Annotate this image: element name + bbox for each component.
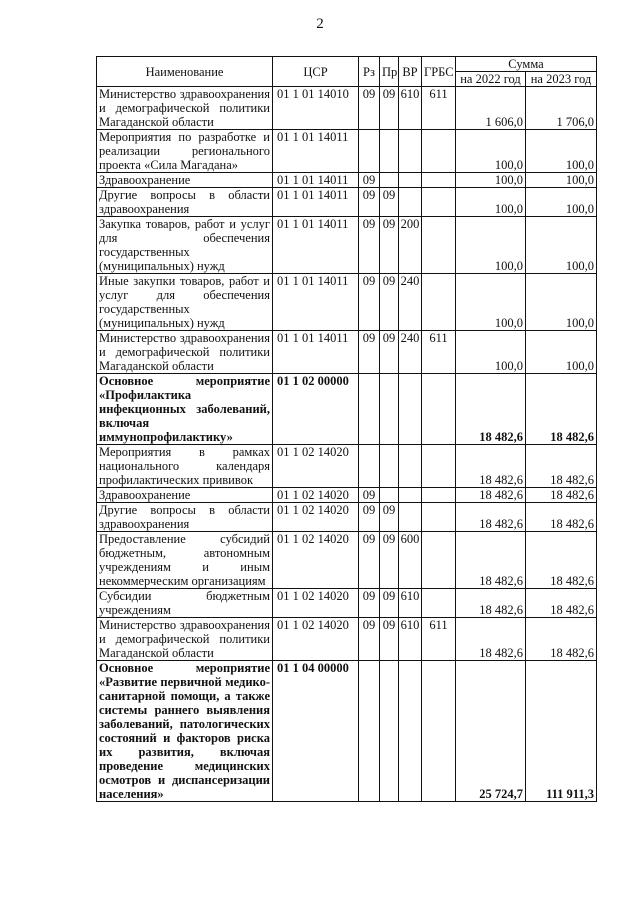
table-row	[97, 618, 597, 661]
row-sum-2023: 100,0	[526, 130, 597, 173]
table-row	[97, 130, 597, 173]
row-grbs	[422, 503, 456, 532]
row-vr: 600	[399, 532, 422, 589]
row-csr: 01 1 02 14020	[273, 532, 359, 589]
row-csr: 01 1 01 14011	[273, 173, 359, 188]
table-row	[97, 488, 597, 503]
row-pr: 09	[380, 188, 399, 217]
row-rz	[359, 445, 380, 488]
row-vr	[399, 188, 422, 217]
header-rz: Рз	[359, 57, 380, 87]
row-grbs	[422, 488, 456, 503]
row-name: Другие вопросы в области здравоохранения	[97, 188, 273, 217]
row-grbs	[422, 445, 456, 488]
row-vr: 240	[399, 274, 422, 331]
row-vr	[399, 445, 422, 488]
row-rz: 09	[359, 173, 380, 188]
row-pr: 09	[380, 87, 399, 130]
table-row	[97, 87, 597, 130]
table-row	[97, 589, 597, 618]
row-name: Основное мероприятие «Развитие первичной медико-санитарной помощи, а также системы раннего выявления заболеваний, патологических состояний и факторов риска их развития, включая проведение медицинских осмотров и диспансеризации населения»	[97, 661, 273, 802]
row-grbs	[422, 217, 456, 274]
row-grbs	[422, 130, 456, 173]
row-rz	[359, 374, 380, 445]
row-name: Иные закупки товаров, работ и услуг для обеспечения государственных (муниципальных) нужд	[97, 274, 273, 331]
row-sum-2023: 18 482,6	[526, 374, 597, 445]
row-sum-2023: 100,0	[526, 217, 597, 274]
row-grbs	[422, 173, 456, 188]
header-vr: ВР	[399, 57, 422, 87]
row-pr: 09	[380, 618, 399, 661]
row-sum-2022: 18 482,6	[456, 589, 526, 618]
row-csr: 01 1 04 00000	[273, 661, 359, 802]
row-csr: 01 1 02 14020	[273, 503, 359, 532]
row-pr	[380, 445, 399, 488]
row-sum-2022: 25 724,7	[456, 661, 526, 802]
row-sum-2022: 100,0	[456, 130, 526, 173]
row-pr: 09	[380, 217, 399, 274]
row-pr: 09	[380, 331, 399, 374]
table-row	[97, 217, 597, 274]
row-sum-2022: 18 482,6	[456, 374, 526, 445]
row-sum-2022: 18 482,6	[456, 618, 526, 661]
row-vr	[399, 173, 422, 188]
row-csr: 01 1 01 14011	[273, 130, 359, 173]
row-grbs: 611	[422, 618, 456, 661]
row-name: Субсидии бюджетным учреждениям	[97, 589, 273, 618]
table-row	[97, 532, 597, 589]
row-rz: 09	[359, 188, 380, 217]
row-name: Министерство здравоохранения и демографической политики Магаданской области	[97, 331, 273, 374]
row-grbs	[422, 532, 456, 589]
row-csr: 01 1 02 14020	[273, 445, 359, 488]
row-rz: 09	[359, 217, 380, 274]
row-sum-2022: 18 482,6	[456, 503, 526, 532]
row-sum-2023: 18 482,6	[526, 503, 597, 532]
row-sum-2023: 18 482,6	[526, 445, 597, 488]
row-sum-2023: 18 482,6	[526, 488, 597, 503]
table-row	[97, 274, 597, 331]
row-sum-2023: 100,0	[526, 173, 597, 188]
row-sum-2023: 100,0	[526, 331, 597, 374]
row-grbs	[422, 661, 456, 802]
row-sum-2022: 100,0	[456, 173, 526, 188]
header-pr: Пр	[380, 57, 399, 87]
row-grbs	[422, 188, 456, 217]
row-sum-2023: 100,0	[526, 274, 597, 331]
row-rz: 09	[359, 488, 380, 503]
row-vr	[399, 503, 422, 532]
row-name: Мероприятия в рамках национального календаря профилактических прививок	[97, 445, 273, 488]
row-name: Закупка товаров, работ и услуг для обеспечения государственных (муниципальных) нужд	[97, 217, 273, 274]
row-vr	[399, 488, 422, 503]
header-year-2023: на 2023 год	[526, 72, 597, 87]
row-rz: 09	[359, 618, 380, 661]
row-vr	[399, 374, 422, 445]
page-number: 2	[316, 16, 324, 32]
table-row	[97, 374, 597, 445]
row-pr	[380, 661, 399, 802]
row-name: Другие вопросы в области здравоохранения	[97, 503, 273, 532]
row-csr: 01 1 02 14020	[273, 589, 359, 618]
row-rz: 09	[359, 589, 380, 618]
row-csr: 01 1 02 00000	[273, 374, 359, 445]
row-csr: 01 1 01 14010	[273, 87, 359, 130]
budget-table	[96, 56, 597, 802]
row-sum-2022: 100,0	[456, 274, 526, 331]
row-vr	[399, 130, 422, 173]
row-sum-2022: 100,0	[456, 188, 526, 217]
row-csr: 01 1 01 14011	[273, 188, 359, 217]
row-pr: 09	[380, 274, 399, 331]
row-rz: 09	[359, 331, 380, 374]
row-pr	[380, 130, 399, 173]
table-row	[97, 173, 597, 188]
row-pr	[380, 374, 399, 445]
row-sum-2023: 18 482,6	[526, 618, 597, 661]
table-row	[97, 188, 597, 217]
row-grbs: 611	[422, 331, 456, 374]
row-pr	[380, 173, 399, 188]
row-rz: 09	[359, 532, 380, 589]
row-csr: 01 1 01 14011	[273, 331, 359, 374]
row-csr: 01 1 01 14011	[273, 274, 359, 331]
table-row	[97, 661, 597, 802]
row-name: Министерство здравоохранения и демографической политики Магаданской области	[97, 618, 273, 661]
row-name: Министерство здравоохранения и демографической политики Магаданской области	[97, 87, 273, 130]
header-csr: ЦСР	[273, 57, 359, 87]
row-name: Здравоохранение	[97, 173, 273, 188]
row-sum-2022: 18 482,6	[456, 488, 526, 503]
row-sum-2022: 18 482,6	[456, 532, 526, 589]
table-row	[97, 331, 597, 374]
header-name: Наименование	[97, 57, 273, 87]
row-sum-2023: 100,0	[526, 188, 597, 217]
row-csr: 01 1 01 14011	[273, 217, 359, 274]
table-row	[97, 445, 597, 488]
row-name: Здравоохранение	[97, 488, 273, 503]
row-vr	[399, 661, 422, 802]
row-pr: 09	[380, 589, 399, 618]
row-grbs	[422, 589, 456, 618]
row-vr: 610	[399, 589, 422, 618]
row-vr: 200	[399, 217, 422, 274]
row-rz: 09	[359, 87, 380, 130]
row-vr: 240	[399, 331, 422, 374]
row-name: Мероприятия по разработке и реализации регионального проекта «Сила Магадана»	[97, 130, 273, 173]
row-vr: 610	[399, 618, 422, 661]
row-sum-2022: 100,0	[456, 217, 526, 274]
header-grbs: ГРБС	[422, 57, 456, 87]
row-grbs	[422, 374, 456, 445]
row-pr: 09	[380, 503, 399, 532]
row-sum-2023: 18 482,6	[526, 589, 597, 618]
row-rz	[359, 661, 380, 802]
table-row	[97, 503, 597, 532]
row-sum-2023: 18 482,6	[526, 532, 597, 589]
row-grbs	[422, 274, 456, 331]
header-year-2022: на 2022 год	[456, 72, 526, 87]
row-pr	[380, 488, 399, 503]
row-rz	[359, 130, 380, 173]
row-rz: 09	[359, 503, 380, 532]
header-sum: Сумма	[456, 57, 597, 72]
row-name: Предоставление субсидий бюджетным, автономным учреждениям и иным некоммерческим организациям	[97, 532, 273, 589]
row-grbs: 611	[422, 87, 456, 130]
row-pr: 09	[380, 532, 399, 589]
row-rz: 09	[359, 274, 380, 331]
row-vr: 610	[399, 87, 422, 130]
row-sum-2023: 111 911,3	[526, 661, 597, 802]
row-csr: 01 1 02 14020	[273, 618, 359, 661]
row-sum-2023: 1 706,0	[526, 87, 597, 130]
row-sum-2022: 1 606,0	[456, 87, 526, 130]
row-csr: 01 1 02 14020	[273, 488, 359, 503]
row-name: Основное мероприятие «Профилактика инфекционных заболеваний, включая иммунопрофилактику»	[97, 374, 273, 445]
row-sum-2022: 18 482,6	[456, 445, 526, 488]
row-sum-2022: 100,0	[456, 331, 526, 374]
